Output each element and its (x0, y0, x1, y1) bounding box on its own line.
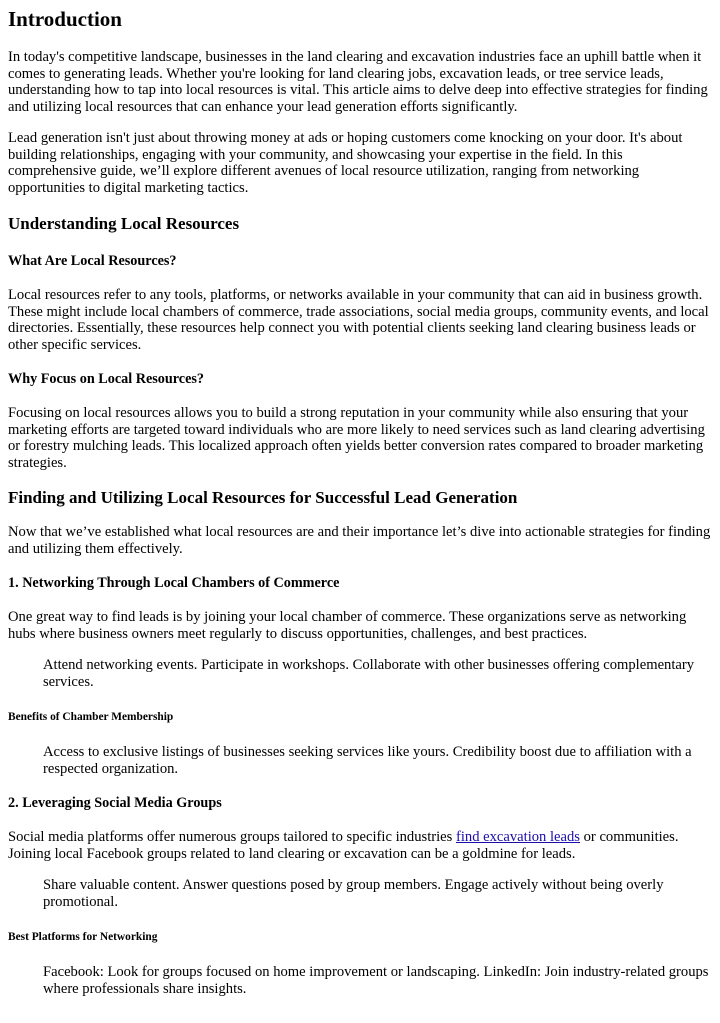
intro-paragraph-1: In today's competitive landscape, businesses in the land clearing and excavation industries face an uphill battle when it comes to generating leads. Whether you're looking for land clearing jobs, excavation leads, or tree service leads, understanding how to tap into local resources is vital. This article aims to delve deep into effective strategies for finding and utilizing local resources that can enhance your lead generation efforts significantly. (8, 49, 708, 115)
section-heading-finding: Finding and Utilizing Local Resources for Successful Lead Generation (8, 488, 518, 507)
subheading-benefits: Benefits of Chamber Membership (8, 711, 174, 723)
list-platforms: Facebook: Look for groups focused on home improvement or landscaping. LinkedIn: Join industry-related groups where professionals share insights. (43, 964, 709, 997)
find-excavation-leads-link[interactable]: find excavation leads (455, 829, 580, 845)
list-networking: Attend networking events. Participate in workshops. Collaborate with other businesses offering complementary services. (43, 657, 695, 690)
paragraph-why: Focusing on local resources allows you to build a strong reputation in your community while also ensuring that your marketing efforts are targeted toward individuals who are more likely to need services such as land clearing advertising or forestry mulching leads. This localized approach often yields better conversion rates compared to broader marketing strategies. (8, 405, 705, 471)
page-title: Introduction (8, 7, 122, 31)
intro-paragraph-2: Lead generation isn't just about throwing money at ads or hoping customers come knocking on your door. It's about building relationships, engaging with your community, and showcasing your expertise in the field. In this comprehensive guide, we’ll explore different avenues of local resource utilization, ranging from networking opportunities to digital marketing tactics. (8, 130, 683, 196)
paragraph-social-text-start: Social media platforms offer numerous groups tailored to specific industries (8, 829, 456, 845)
article (0, 6, 712, 997)
subheading-social: 2. Leveraging Social Media Groups (8, 795, 222, 811)
paragraph-social (8, 829, 712, 862)
paragraph-what: Local resources refer to any tools, platforms, or networks available in your community that can aid in business growth. These might include local chambers of commerce, trade associations, social media groups, community events, and local directories. Essentially, these resources help connect you with potential clients seeking land clearing business leads or other specific services. (8, 287, 709, 353)
paragraph-finding: Now that we’ve established what local resources are and their importance let’s dive into actionable strategies for finding and utilizing them effectively. (8, 524, 711, 557)
section-heading-understanding: Understanding Local Resources (8, 214, 240, 233)
subheading-networking: 1. Networking Through Local Chambers of Commerce (8, 575, 340, 591)
subheading-why: Why Focus on Local Resources? (8, 371, 204, 387)
paragraph-networking: One great way to find leads is by joining your local chamber of commerce. These organizations serve as networking hubs where business owners meet regularly to discuss opportunities, challenges, and best practices. (8, 609, 687, 642)
list-benefits: Access to exclusive listings of businesses seeking services like yours. Credibility boost due to affiliation with a respected organization. (43, 744, 692, 777)
list-social: Share valuable content. Answer questions posed by group members. Engage actively without being overly promotional. (43, 877, 664, 910)
subheading-what: What Are Local Resources? (8, 253, 177, 269)
subheading-platforms: Best Platforms for Networking (8, 931, 158, 943)
paragraph-social-text-end: or communities. Joining local Facebook groups related to land clearing or excavation can be a goldmine for leads. (8, 829, 679, 862)
